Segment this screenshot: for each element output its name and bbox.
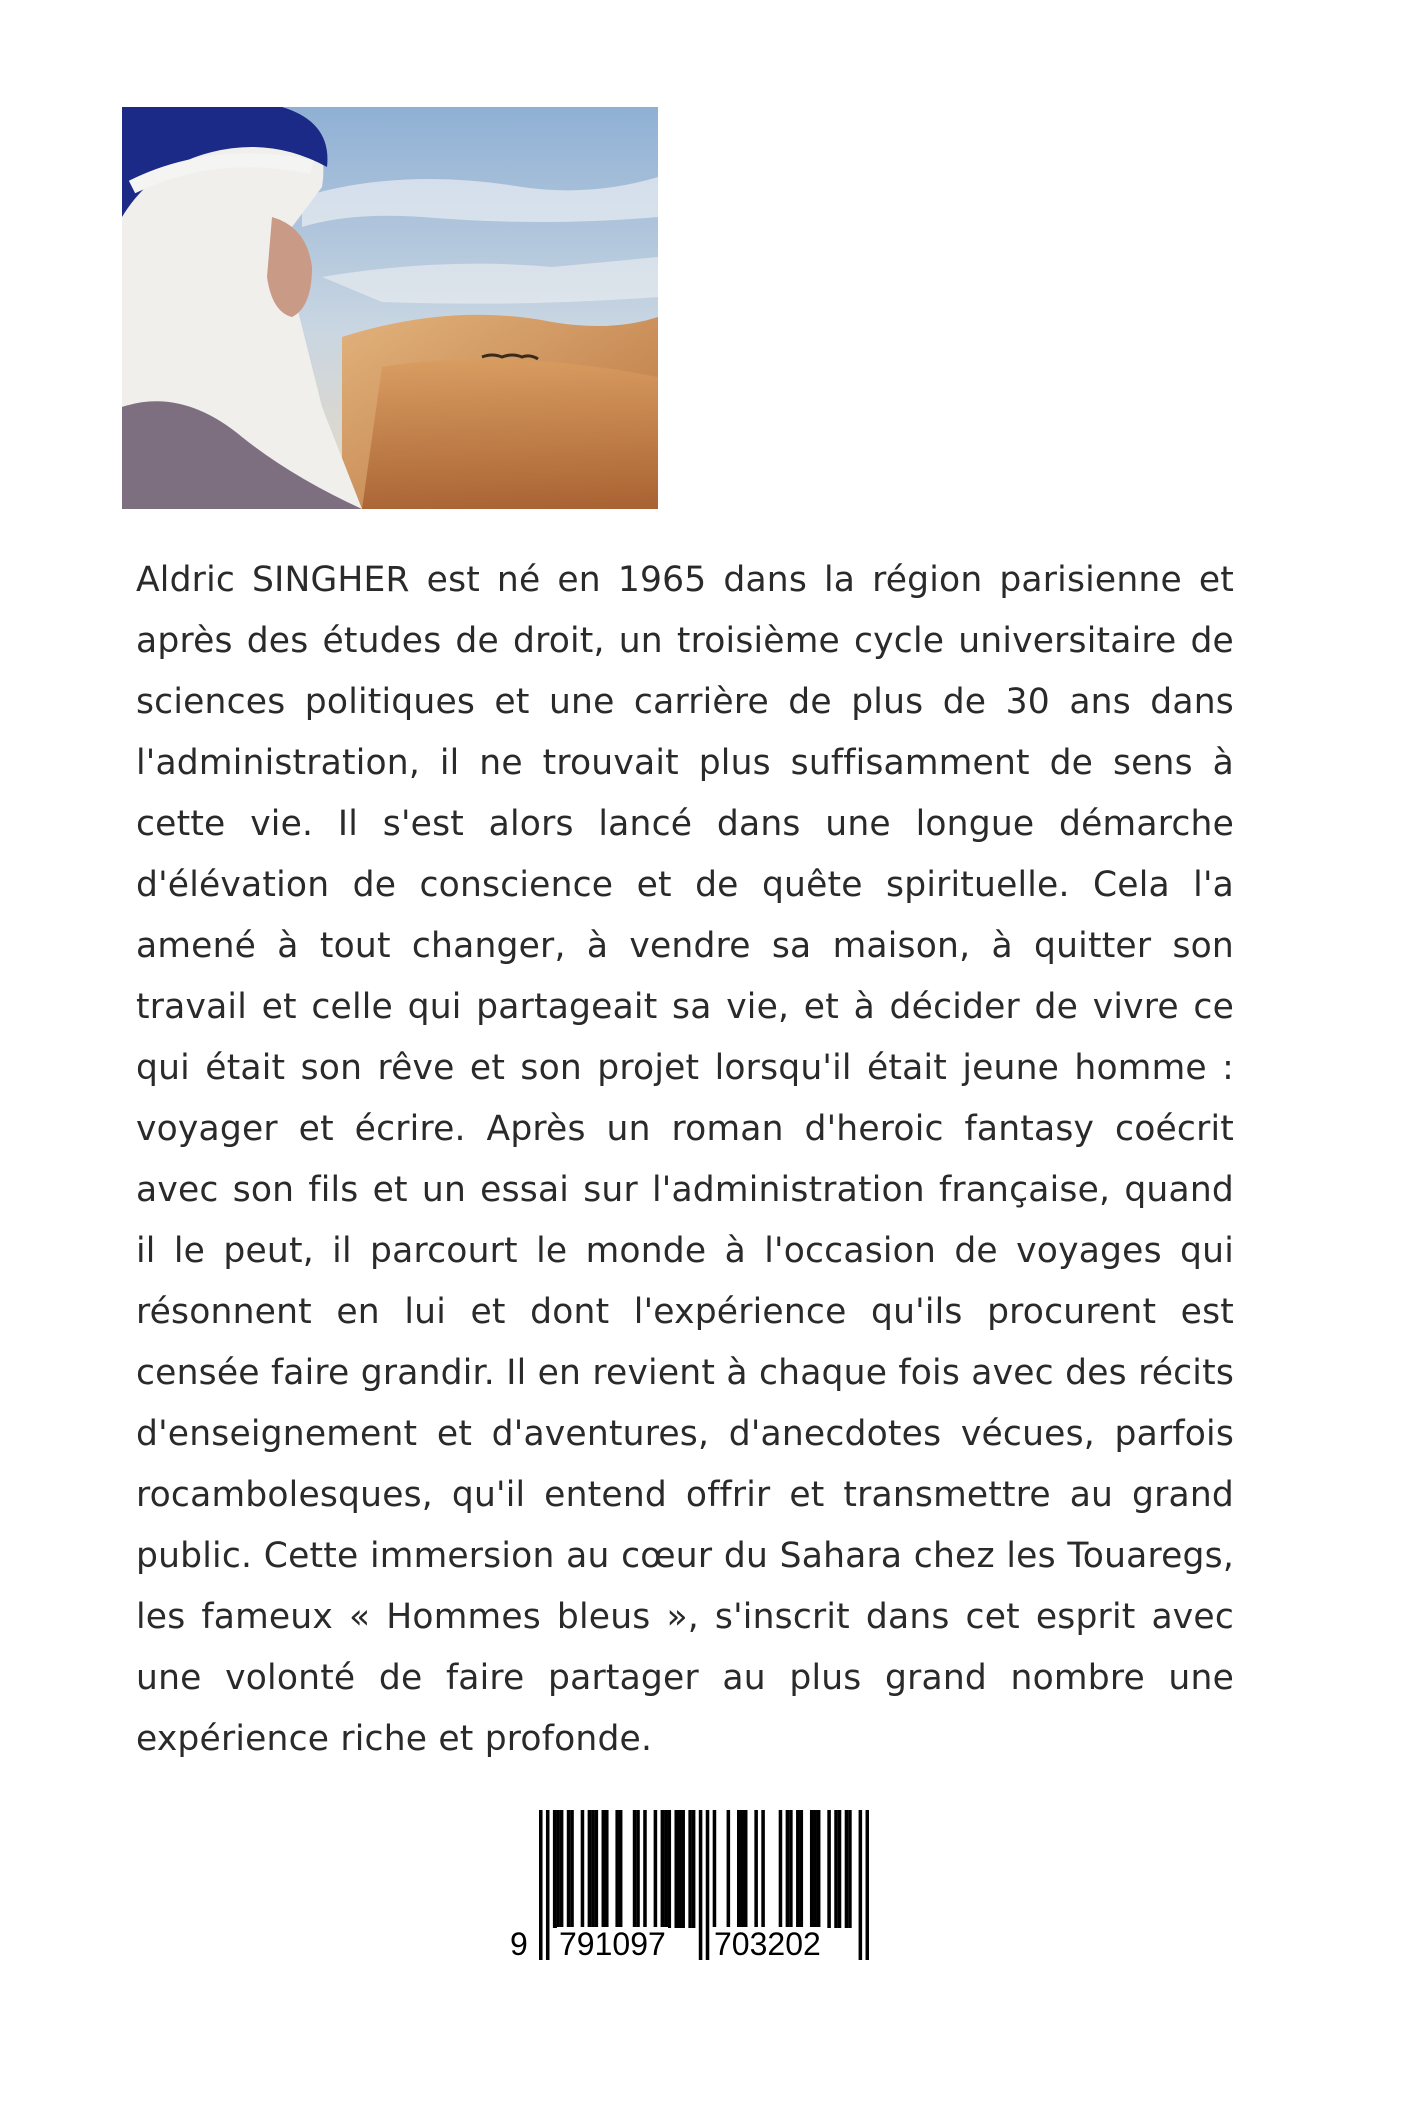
barcode-bar bbox=[633, 1810, 637, 1928]
barcode-bar bbox=[688, 1810, 692, 1928]
isbn-left-group: 791097 bbox=[559, 1926, 666, 1962]
barcode-bar bbox=[859, 1810, 863, 1960]
barcode-bar bbox=[779, 1810, 783, 1928]
barcode-bar bbox=[817, 1810, 821, 1928]
barcode-bar bbox=[737, 1810, 741, 1928]
barcode-bar bbox=[744, 1810, 748, 1928]
barcode-bar bbox=[595, 1810, 599, 1928]
barcode-bar bbox=[668, 1810, 672, 1928]
barcode-bar bbox=[845, 1810, 849, 1928]
barcode-bar bbox=[789, 1810, 793, 1928]
barcode-bar bbox=[866, 1810, 869, 1960]
barcode-bar bbox=[605, 1810, 609, 1928]
barcode-bar bbox=[786, 1810, 790, 1928]
barcode-bar bbox=[713, 1810, 717, 1928]
barcode-bar bbox=[615, 1810, 619, 1928]
barcode-bar bbox=[654, 1810, 658, 1928]
isbn-right-group: 703202 bbox=[714, 1926, 821, 1962]
barcode-bar bbox=[699, 1810, 703, 1960]
barcode-bar bbox=[706, 1810, 710, 1960]
isbn-first-digit: 9 bbox=[510, 1926, 528, 1962]
barcode-bar bbox=[810, 1810, 814, 1928]
barcode-bar bbox=[678, 1810, 682, 1928]
author-photo bbox=[122, 107, 658, 509]
barcode-bar bbox=[546, 1810, 550, 1960]
author-biography: Aldric SINGHER est né en 1965 dans la région parisienne et après des études de droit, un troisième cycle universitaire de sciences politiques et une carrière de plus de 30 ans dans l'administration, il ne trouvait plus suffisamment de sens à cette vie. Il s'est alors lancé dans une longue démarche d'élévation de conscience et de quête spirituelle. Cela l'a amené à tout changer, à vendre sa maison, à quitter son travail et celle qui partageait sa vie, et à décider de vivre ce qui était son rêve et son projet lorsqu'il était jeune homme : voyager et écrire. Après un roman d'heroic fantasy coécrit avec son fils et un essai sur l'administration française, quand il le peut, il parcourt le monde à l'occasion de voyages qui résonnent en lui et dont l'expérience qu'ils procurent est censée faire grandir. Il en revient à chaque fois avec des récits d'enseignement et d'aventures, d'anecdotes vécues, parfois rocambolesques, qu'il entend offrir et transmettre au grand public. Cette immersion au cœur du Sahara chez les Touaregs, les fameux « Hommes bleus », s'inscrit dans cet esprit avec une volonté de faire partager au plus grand nombre une expérience riche et profonde. bbox=[136, 560, 1234, 1759]
barcode-bar bbox=[664, 1810, 668, 1928]
barcode-bar bbox=[560, 1810, 564, 1928]
barcode-bar bbox=[643, 1810, 647, 1928]
barcode-bar bbox=[636, 1810, 640, 1928]
isbn-barcode bbox=[500, 1810, 880, 1960]
barcode-bar bbox=[838, 1810, 842, 1928]
barcode-bar bbox=[556, 1810, 560, 1928]
barcode-bar bbox=[602, 1810, 606, 1928]
barcode-bar bbox=[553, 1810, 557, 1928]
barcode-bar bbox=[619, 1810, 623, 1928]
barcode-bar bbox=[681, 1810, 685, 1928]
barcode-bar bbox=[661, 1810, 665, 1928]
barcode-bar bbox=[727, 1810, 731, 1928]
barcode-bar bbox=[591, 1810, 595, 1928]
barcode-bar bbox=[813, 1810, 817, 1928]
barcode-bar bbox=[740, 1810, 744, 1928]
barcode-bar bbox=[754, 1810, 758, 1928]
barcode-bar bbox=[539, 1810, 543, 1960]
barcode-bar bbox=[581, 1810, 585, 1928]
barcode-bar bbox=[800, 1810, 804, 1928]
barcode-bar bbox=[796, 1810, 800, 1928]
barcode-bar bbox=[848, 1810, 852, 1928]
barcode-bar bbox=[588, 1810, 592, 1928]
barcode-bar bbox=[834, 1810, 838, 1928]
barcode-bar bbox=[570, 1810, 574, 1928]
barcode-bar bbox=[692, 1810, 696, 1928]
barcode-bar bbox=[827, 1810, 831, 1928]
barcode-bar bbox=[761, 1810, 765, 1928]
barcode-bar bbox=[567, 1810, 571, 1928]
barcode-bar bbox=[674, 1810, 678, 1928]
